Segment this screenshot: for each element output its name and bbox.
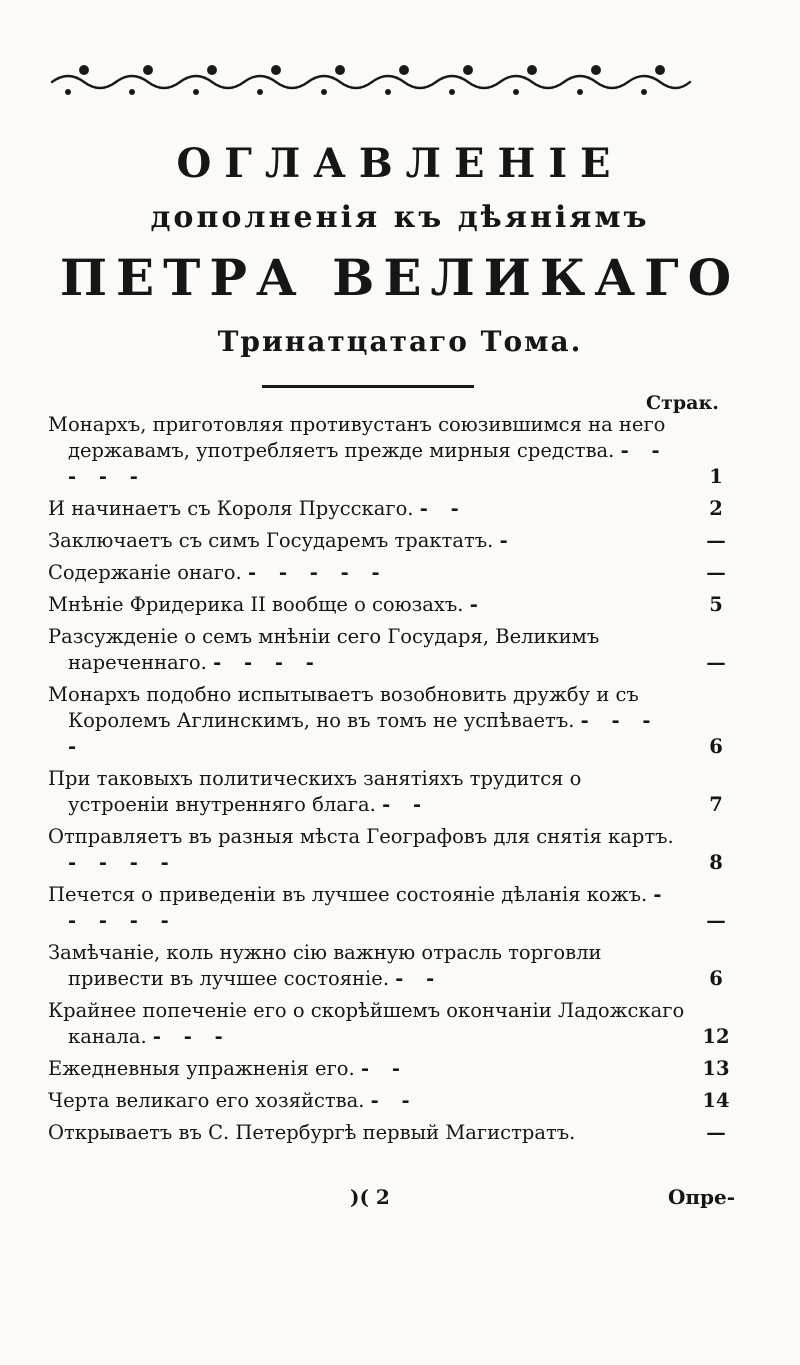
entry-leader: - - - - - [68, 883, 670, 932]
page-column-header: Страк. [646, 392, 719, 414]
entry-leader: - - [382, 793, 430, 816]
entry-leader: - - [370, 1089, 418, 1112]
entry-leader: - - - - - [68, 439, 668, 488]
entry-leader: - - [419, 497, 467, 520]
entry-page: 12 [702, 1025, 730, 1048]
toc-entry [48, 1088, 738, 1114]
entry-text: Содержаніе онаго. [48, 561, 242, 584]
entry-leader: - - - [152, 1025, 231, 1048]
entry-page: 8 [709, 851, 723, 874]
entry-text: Открываетъ въ С. Петербургѣ первый Магистратъ. [48, 1121, 576, 1144]
toc-entry [48, 1056, 738, 1082]
entry-leader: - - [395, 967, 443, 990]
title-line-3: ПЕТРА ВЕЛИКАГО [59, 248, 741, 307]
entry-text: При таковыхъ политическихъ занятіяхъ трудится о устроеніи внутренняго блага. [48, 767, 582, 816]
toc-entry [48, 998, 738, 1050]
title-line-1: ОГЛАВЛЕНІЕ [176, 140, 624, 187]
entry-page: — [706, 561, 726, 584]
entry-page: 6 [709, 967, 723, 990]
entry-leader: - - [360, 1057, 408, 1080]
entry-text: Ежедневныя упражненія его. [48, 1057, 355, 1080]
entry-text: Черта великаго его хозяйства. [48, 1089, 365, 1112]
toc-entry [48, 496, 738, 522]
toc-entry [48, 528, 738, 554]
entry-page: 13 [702, 1057, 730, 1080]
entry-text: Отправляетъ въ разныя мѣста Географовъ для снятія картъ. [48, 825, 674, 848]
toc-entry [48, 412, 738, 490]
entry-leader: - - - - [68, 851, 177, 874]
entry-text: Крайнее попеченіе его о скорѣйшемъ окончаніи Ладожскаго канала. [48, 999, 685, 1048]
toc-entry [48, 560, 738, 586]
title-line-4: Тринатцатаго Тома. [217, 325, 583, 358]
entry-text: Монархъ, приготовляя противустанъ союзившимся на него державамъ, употребляетъ прежде мирныя средства. [48, 413, 666, 462]
entry-text: Монархъ подобно испытываетъ возобновить дружбу и съ Королемъ Аглинскимъ, но въ томъ не успѣваетъ. [48, 683, 639, 732]
catchword: Опре- [668, 1185, 736, 1209]
entry-page: 7 [709, 793, 723, 816]
entry-text: И начинаетъ съ Короля Прусскаго. [48, 497, 414, 520]
signature-mark: )( 2 [350, 1185, 390, 1209]
toc-entry [48, 624, 738, 676]
entry-page: 5 [709, 593, 723, 616]
title-line-2: дополненія къ дѣяніямъ [150, 200, 650, 235]
entry-page: — [706, 909, 726, 932]
toc-entry [48, 1120, 738, 1146]
entry-page: 1 [709, 465, 723, 488]
entry-page: — [706, 1121, 726, 1144]
toc-entry [48, 824, 738, 876]
toc-entry [48, 882, 738, 934]
entry-leader: - - - - [213, 651, 322, 674]
entry-leader: - - - - - [247, 561, 388, 584]
toc-entry [48, 940, 738, 992]
toc-entry [48, 682, 738, 760]
toc-entry [48, 592, 738, 618]
entry-text: Заключаетъ съ симъ Государемъ трактатъ. [48, 529, 494, 552]
title-rule [262, 385, 474, 388]
entry-page: 2 [709, 497, 723, 520]
entry-leader: - [499, 529, 516, 552]
entry-text: Мнѣніе Фридерика II вообще о союзахъ. [48, 593, 464, 616]
entry-text: Печется о приведеніи въ лучшее состояніе дѣланія кожъ. [48, 883, 648, 906]
entry-page: — [706, 651, 726, 674]
entry-page: — [706, 529, 726, 552]
table-of-contents [48, 412, 738, 1152]
toc-entry [48, 766, 738, 818]
entry-text: Разсужденіе о семъ мнѣніи сего Государя, Великимъ нареченнаго. [48, 625, 600, 674]
entry-page: 14 [702, 1089, 730, 1112]
ornament-band [48, 58, 694, 102]
entry-page: 6 [709, 735, 723, 758]
entry-text: Замѣчаніе, коль нужно сію важную отрасль торговли привести въ лучшее состояніе. [48, 941, 602, 990]
entry-leader: - - - - [68, 709, 659, 758]
entry-leader: - [469, 593, 486, 616]
